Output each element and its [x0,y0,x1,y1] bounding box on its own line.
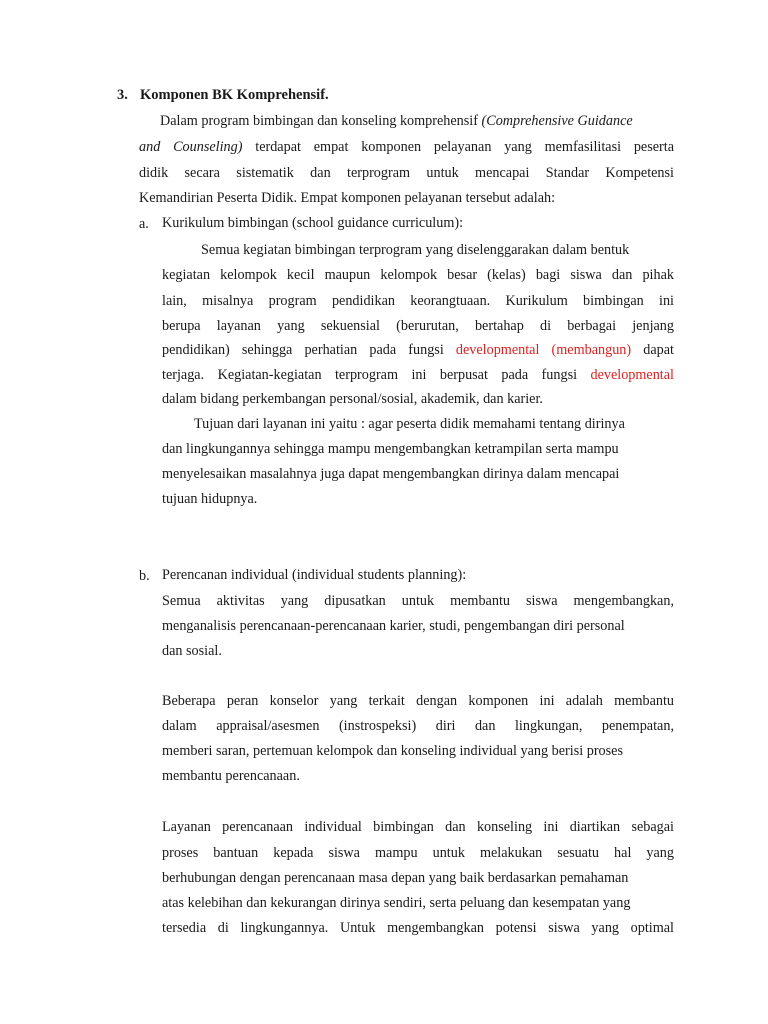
item-a-p2-line-1: Tujuan dari layanan ini yaitu : agar peserta didik memahami tentang dirinya [194,416,625,432]
item-b-p2-line-3: memberi saran, pertemuan kelompok dan konseling individual yang berisi proses [162,743,623,759]
intro-line-3: didik secara sistematik dan terprogram untuk mencapai Standar Kompetensi [139,165,674,181]
item-b-p2-line-2: dalam appraisal/asesmen (instrospeksi) diri dan lingkungan, penempatan, [162,718,674,734]
item-a-p1-line-3: lain, misalnya program pendidikan keorangtuaan. Kurikulum bimbingan ini [162,293,674,309]
developmental-highlight: developmental (membangun) [455,342,632,358]
developmental-highlight-2: developmental [590,367,674,383]
intro-line-4: Kemandirian Peserta Didik. Empat komponen pelayanan tersebut adalah: [139,190,556,206]
item-b-p2-line-4: membantu perencanaan. [162,768,300,784]
section-number: 3. [117,87,128,103]
intro-line-1: Dalam program bimbingan dan konseling komprehensif (Comprehensive Guidance [160,113,633,129]
item-a-p1-line-4: berupa layanan yang sekuensial (berurutan, bertahap di berbagai jenjang [162,318,674,334]
item-a-p1-line-6: terjaga. Kegiatan-kegiatan terprogram ini berpusat pada fungsi developmental [162,367,674,383]
intro-line-2: and Counseling) terdapat empat komponen pelayanan yang memfasilitasi peserta [139,139,674,155]
item-a-p1-line-7: dalam bidang perkembangan personal/sosial, akademik, dan karier. [162,391,543,407]
item-b-p3-line-3: berhubungan dengan perencanaan masa depan yang baik berdasarkan pemahaman [162,870,629,886]
item-a-p2-line-2: dan lingkungannya sehingga mampu mengembangkan ketrampilan serta mampu [162,441,619,457]
item-b-p3-line-2: proses bantuan kepada siswa mampu untuk melakukan sesuatu hal yang [162,845,674,861]
item-a-title: Kurikulum bimbingan (school guidance curriculum): [162,215,464,231]
section-heading [117,87,329,104]
item-b-p2-line-1: Beberapa peran konselor yang terkait dengan komponen ini adalah membantu [162,693,674,709]
item-a-p2-line-3: menyelesaikan masalahnya juga dapat mengembangkan dirinya dalam mencapai [162,466,620,482]
item-a-p2-line-4: tujuan hidupnya. [162,491,258,507]
item-b-p1-line-3: dan sosial. [162,643,222,659]
item-a-p1-line-5: pendidikan) sehingga perhatian pada fungsi developmental (membangun) dapat [162,342,674,358]
item-a-p1-line-1: Semua kegiatan bimbingan terprogram yang diselenggarakan dalam bentuk [201,242,630,258]
item-a-p1-line-2: kegiatan kelompok kecil maupun kelompok besar (kelas) bagi siswa dan pihak [162,267,674,283]
item-b-p3-line-1: Layanan perencanaan individual bimbingan dan konseling ini diartikan sebagai [162,819,674,835]
item-a-marker: a. [139,216,149,232]
item-b-p1-line-2: menganalisis perencanaan-perencanaan karier, studi, pengembangan diri personal [162,618,625,634]
item-b-p3-line-4: atas kelebihan dan kekurangan dirinya sendiri, serta peluang dan kesempatan yang [162,895,631,911]
item-b-p3-line-5: tersedia di lingkungannya. Untuk mengembangkan potensi siswa yang optimal [162,920,674,936]
item-b-p1-line-1: Semua aktivitas yang dipusatkan untuk membantu siswa mengembangkan, [162,593,674,609]
section-title: Komponen BK Komprehensif. [140,87,329,103]
item-b-marker: b. [139,568,150,584]
item-b-title: Perencanan individual (individual students planning): [162,567,467,583]
